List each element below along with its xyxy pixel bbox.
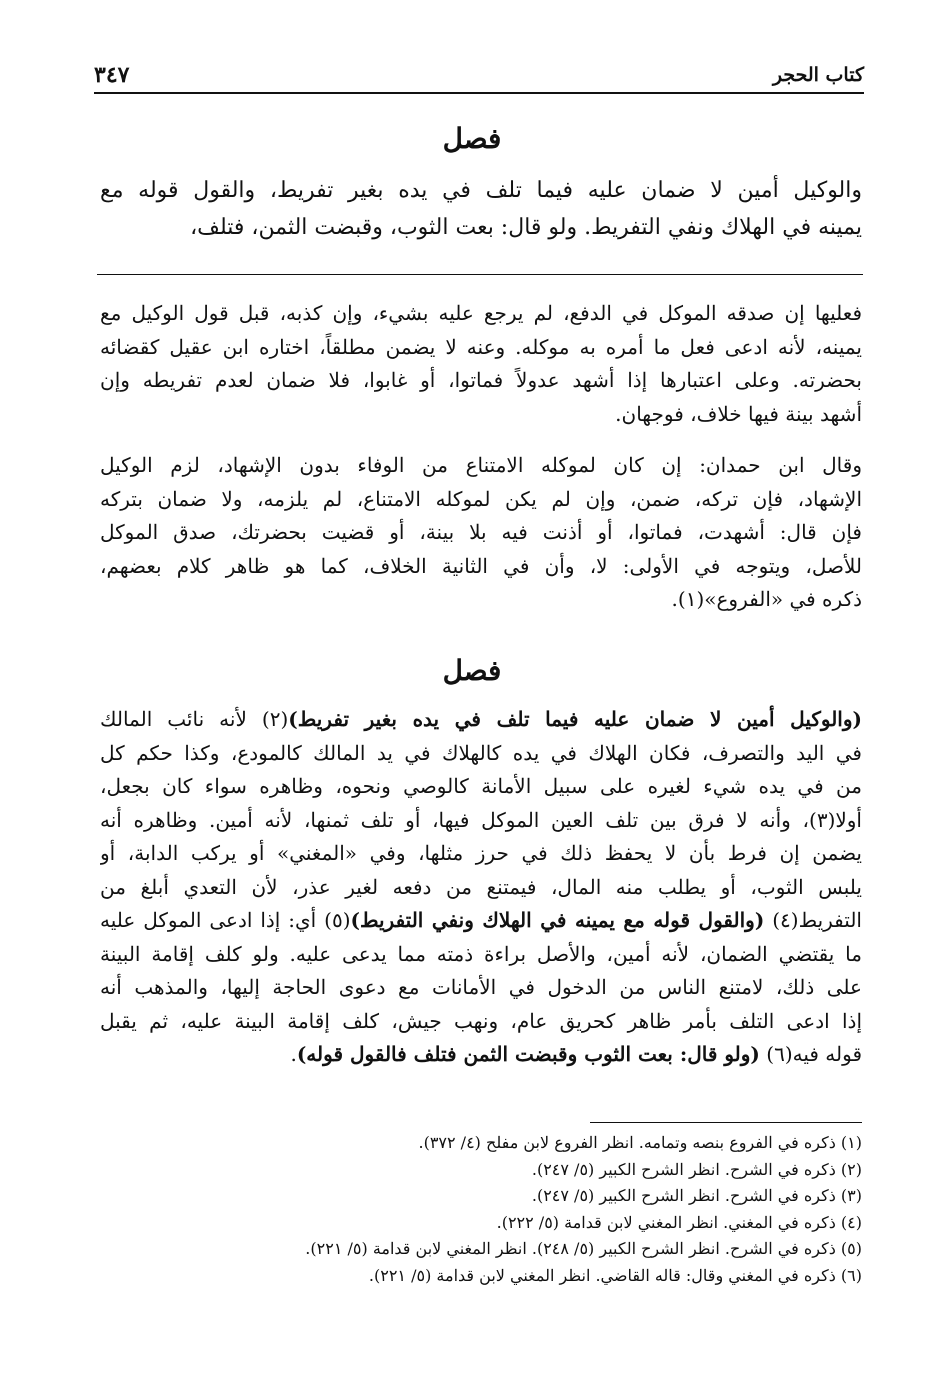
sharh-line: يمينه، لأنه ادعى فعل ما أمره به موكله. وعنه لا يضمن مطلقاً، اختاره ابن عقيل كقضائه bbox=[100, 334, 862, 359]
footnote: (١) ذكره في الفروع بنصه وتمامه. انظر الفروع لابن مفلح (٤/ ٣٧٢). bbox=[418, 1133, 862, 1152]
sharh-line bbox=[100, 904, 862, 938]
sharh-line: أشهد بينة فيها خلاف، فوجهان. bbox=[615, 401, 862, 426]
quoted-matn: (ولو قال: بعت الثوب وقبضت الثمن فتلف فالقول قوله) bbox=[296, 1042, 760, 1066]
sharh-line: يضمن إن فرط بأن لا يحفظ ذلك في حرز مثلها، وفي «المغني» أو يركب الدابة، أو bbox=[100, 841, 862, 865]
footnote: (٢) ذكره في الشرح. انظر الشرح الكبير (٥/ ٢٤٧). bbox=[531, 1159, 862, 1179]
footnote: (٣) ذكره في الشرح. انظر الشرح الكبير (٥/ ٢٤٧). bbox=[531, 1186, 862, 1205]
sharh-line: وقال ابن حمدان: إن كان لموكله الامتناع من الوفاء بدون الإشهاد، لزم الوكيل bbox=[100, 453, 862, 477]
sharh-line: أولا(٣)، وأنه لا فرق بين تلف العين الموكل فيها، أو تلف ثمنها، لأنه أمين. وظاهره أنه bbox=[100, 807, 862, 832]
footnote: (٥) ذكره في الشرح. انظر الشرح الكبير (٥/ ٢٤٨). انظر المغني لابن قدامة (٥/ ٢٢١). bbox=[305, 1239, 862, 1258]
sharh-line: فعليها إن صدقه الموكل في الدفع، لم يرجع عليه بشيء، وإن كذبه، قبل قول الوكيل مع bbox=[100, 301, 862, 325]
sharh-line: فإن قال: أشهدت، فماتوا، أو أذنت فيه بلا بينة، أو قضيت بحضرتك، صدق الموكل bbox=[100, 520, 862, 544]
matn-divider bbox=[97, 274, 863, 275]
running-header bbox=[94, 58, 864, 94]
matn-line: يمينه في الهلاك ونفي التفريط. ولو قال: بعت الثوب، وقبضت الثمن، فتلف، bbox=[190, 215, 862, 240]
sharh-line: بحضرته. وعلى اعتبارها إذا أشهد عدولاً فماتوا، أو غابوا، فلا ضمان لعدم تفريطه وإن bbox=[100, 368, 862, 392]
sharh-bottom-text bbox=[100, 703, 862, 1072]
line-text: . bbox=[290, 1042, 297, 1066]
line-text: التفريط(٤) bbox=[764, 908, 862, 932]
sharh-top-text bbox=[100, 297, 862, 617]
line-text: قوله فيه(٦) bbox=[759, 1042, 862, 1066]
sharh-line bbox=[100, 1038, 862, 1072]
sharh-line: في اليد والتصرف، فكان الهلاك في يده كالهلاك في يد المالك كالمودع، وكذا حكم كل bbox=[100, 740, 862, 765]
sharh-line: ذكره في «الفروع»(١). bbox=[671, 587, 862, 611]
matn-text bbox=[100, 172, 862, 246]
quoted-matn: (والوكيل أمين لا ضمان عليه فيما تلف في يده بغير تفريط) bbox=[288, 707, 862, 731]
sharh-line: من في يده شيء لغيره على سبيل الأمانة كالوصي ونحوه، وظاهره سواء كان بجعل، bbox=[100, 774, 862, 798]
footnote-divider bbox=[590, 1122, 862, 1123]
sharh-line bbox=[100, 703, 862, 737]
line-text: (٢) لأنه نائب المالك bbox=[100, 707, 289, 731]
matn-section-title: فصل bbox=[442, 122, 502, 155]
sharh-line: على ذلك، لامتنع الناس من الدخول في الأمانات مع دعوى الحاجة إليها، والمذهب أنه bbox=[100, 975, 862, 999]
sharh-line: الإشهاد، فإن تركه، ضمن، وإن لم يكن لموكله الامتناع، لم يلزمه، ولا ضمان بتركه bbox=[100, 486, 862, 511]
sharh-line: للأصل، ويتوجه في الأولى: لا، وأن في الثانية الخلاف، كما هو ظاهر كلام بعضهم، bbox=[100, 553, 862, 578]
paragraph-gap bbox=[100, 431, 862, 449]
matn-line: والوكيل أمين لا ضمان عليه فيما تلف في يده بغير تفريط، والقول قوله مع bbox=[100, 178, 862, 203]
line-text: (٥) أي: إذا ادعى الموكل عليه bbox=[100, 908, 351, 932]
footnote: (٦) ذكره في المغني وقال: قاله القاضي. انظر المغني لابن قدامة (٥/ ٢٢١). bbox=[368, 1265, 862, 1285]
sharh-line: إذا ادعى التلف بأمر ظاهر كحريق عام، ونهب جيش، كلف إقامة البينة عليه، ثم يقبل bbox=[100, 1008, 862, 1033]
sharh-section-title: فصل bbox=[442, 654, 502, 687]
sharh-line: ما يقتضي الضمان، لأنه أمين، والأصل براءة ذمته مما يدعى عليه. ولو كلف إقامة البينة bbox=[100, 941, 862, 966]
quoted-matn: (والقول قوله مع يمينه في الهلاك ونفي التفريط) bbox=[350, 908, 765, 932]
footnotes bbox=[150, 1130, 862, 1289]
sharh-line: يلبس الثوب، أو يطلب منه المال، فيمتنع من دفعه لغير عذر، لأن التعدي أبلغ من bbox=[100, 874, 862, 899]
page-number: ٣٤٧ bbox=[94, 62, 130, 88]
footnote: (٤) ذكره في المغني. انظر المغني لابن قدامة (٥/ ٢٢٢). bbox=[496, 1212, 862, 1232]
book-title: كتاب الحجر bbox=[772, 64, 864, 86]
